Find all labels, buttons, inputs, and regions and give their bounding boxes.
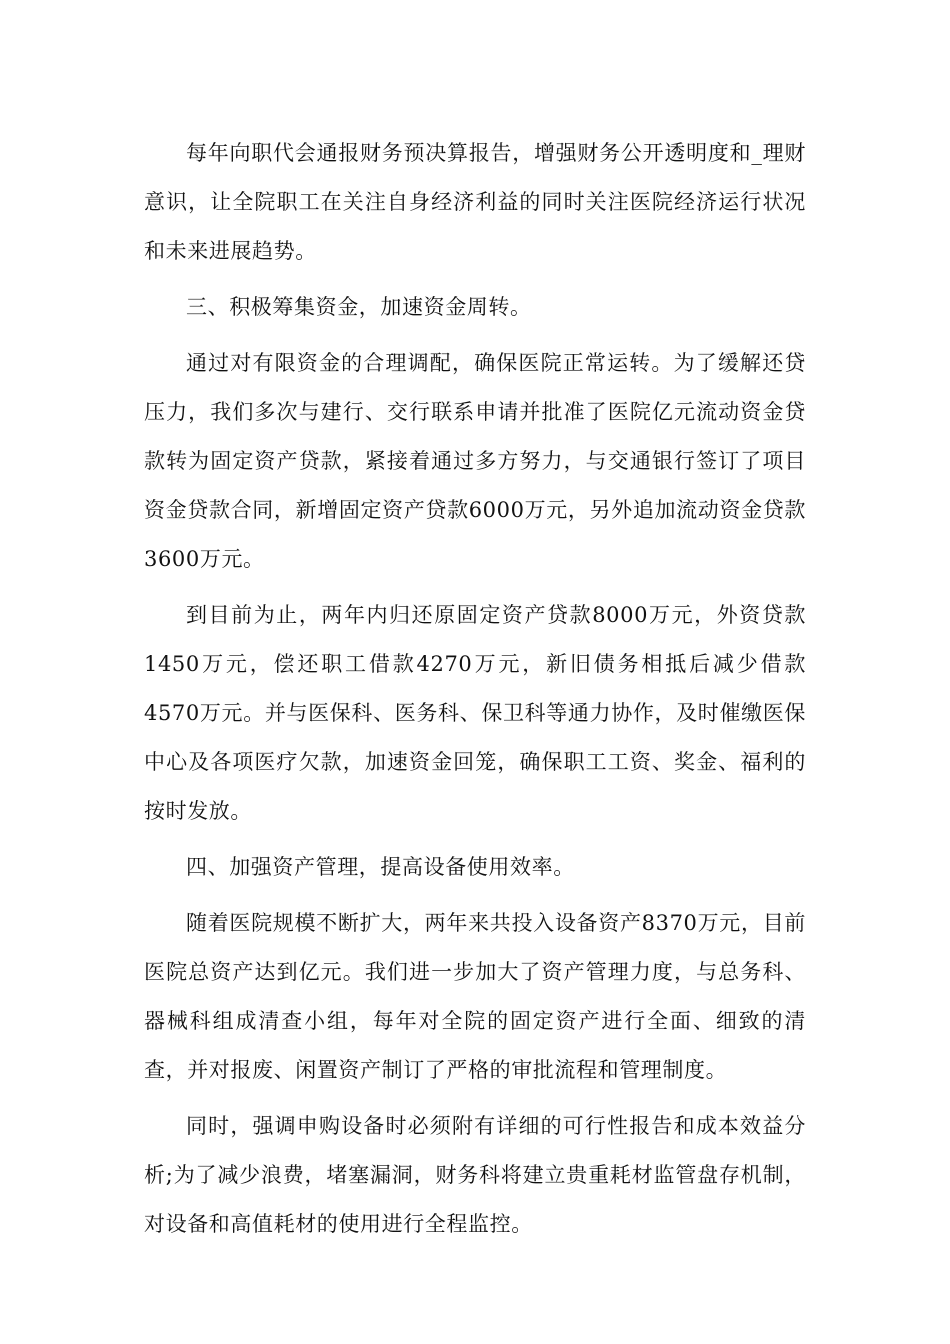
paragraph-asset-inventory: 随着医院规模不断扩大，两年来共投入设备资产8370万元，目前医院总资产达到亿元。我们进一步加大了资产管理力度，与总务科、器械科组成清查小组，每年对全院的固定资产进行全面、细致的清查，并对报废、闲置资产制订了严格的审批流程和管理制度。 [144, 911, 806, 1082]
document-body [144, 129, 806, 1256]
section-heading-asset-management: 四、加强资产管理，提高设备使用效率。 [186, 855, 575, 879]
paragraph-equipment-monitoring: 同时，强调申购设备时必须附有详细的可行性报告和成本效益分析;为了减少浪费，堵塞漏洞，财务科将建立贵重耗材监管盘存机制，对设备和高值耗材的使用进行全程监控。 [144, 1114, 806, 1236]
paragraph-loan-repayment: 到目前为止，两年内归还原固定资产贷款8000万元，外资贷款1450万元，偿还职工借款4270万元，新旧债务相抵后减少借款4570万元。并与医保科、医务科、保卫科等通力协作，及时催缴医保中心及各项医疗欠款，加速资金回笼，确保职工工资、奖金、福利的按时发放。 [144, 603, 806, 823]
section-heading-funding: 三、积极筹集资金，加速资金周转。 [186, 295, 532, 319]
paragraph-financial-reporting: 每年向职代会通报财务预决算报告，增强财务公开透明度和_理财意识，让全院职工在关注自身经济利益的同时关注医院经济运行状况和未来进展趋势。 [144, 141, 806, 263]
paragraph-fund-allocation: 通过对有限资金的合理调配，确保医院正常运转。为了缓解还贷压力，我们多次与建行、交行联系申请并批准了医院亿元流动资金贷款转为固定资产贷款，紧接着通过多方努力，与交通银行签订了项目资金贷款合同，新增固定资产贷款6000万元，另外追加流动资金贷款3600万元。 [144, 351, 806, 571]
